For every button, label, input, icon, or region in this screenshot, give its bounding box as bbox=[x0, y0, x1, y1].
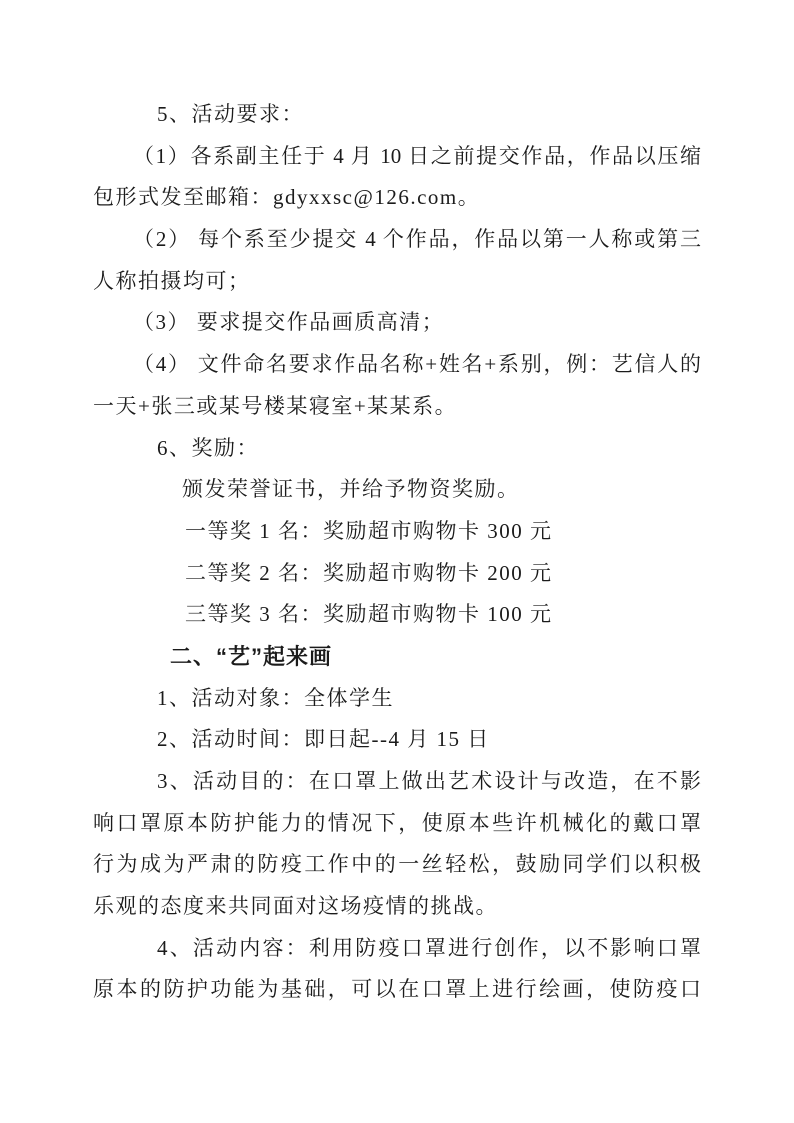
text-line: 颁发荣誉证书，并给予物资奖励。 bbox=[182, 477, 520, 502]
text-line: 2、活动时间：即日起--4 月 15 日 bbox=[157, 727, 490, 752]
text-line: 二等奖 2 名：奖励超市购物卡 200 元 bbox=[185, 560, 553, 585]
text-line: （2） 每个系至少提交 4 个作品，作品以第一人称或第三 bbox=[133, 227, 701, 252]
document-body bbox=[93, 94, 701, 1011]
text-line: 响口罩原本防护能力的情况下，使原本些许机械化的戴口罩 bbox=[93, 810, 701, 835]
text-line: 1、活动对象：全体学生 bbox=[157, 685, 394, 710]
text-line: 6、奖励： bbox=[157, 435, 259, 460]
text-line: 包形式发至邮箱：gdyxxsc@126.com。 bbox=[93, 185, 481, 210]
text-line: 行为成为严肃的防疫工作中的一丝轻松，鼓励同学们以积极 bbox=[93, 852, 701, 877]
text-line: 3、活动目的：在口罩上做出艺术设计与改造，在不影 bbox=[157, 769, 701, 793]
text-line: 人称拍摄均可； bbox=[93, 268, 251, 293]
text-line: 三等奖 3 名：奖励超市购物卡 100 元 bbox=[185, 602, 553, 627]
section-heading-line: 二、“艺”起来画 bbox=[170, 643, 333, 669]
text-line: 5、活动要求： bbox=[157, 102, 304, 126]
text-line: 乐观的态度来共同面对这场疫情的挑战。 bbox=[93, 894, 498, 919]
text-line: 4、活动内容：利用防疫口罩进行创作，以不影响口罩 bbox=[157, 935, 701, 960]
text-line: （3） 要求提交作品画质高清； bbox=[133, 310, 445, 335]
text-line: 原本的防护功能为基础，可以在口罩上进行绘画，使防疫口 bbox=[93, 977, 701, 1002]
text-line: 一天+张三或某号楼某寝室+某某系。 bbox=[93, 393, 458, 418]
text-line: 一等奖 1 名：奖励超市购物卡 300 元 bbox=[185, 518, 553, 543]
text-line: （1）各系副主任于 4 月 10 日之前提交作品，作品以压缩 bbox=[133, 143, 701, 168]
text-line: （4） 文件命名要求作品名称+姓名+系别，例：艺信人的 bbox=[133, 352, 701, 377]
